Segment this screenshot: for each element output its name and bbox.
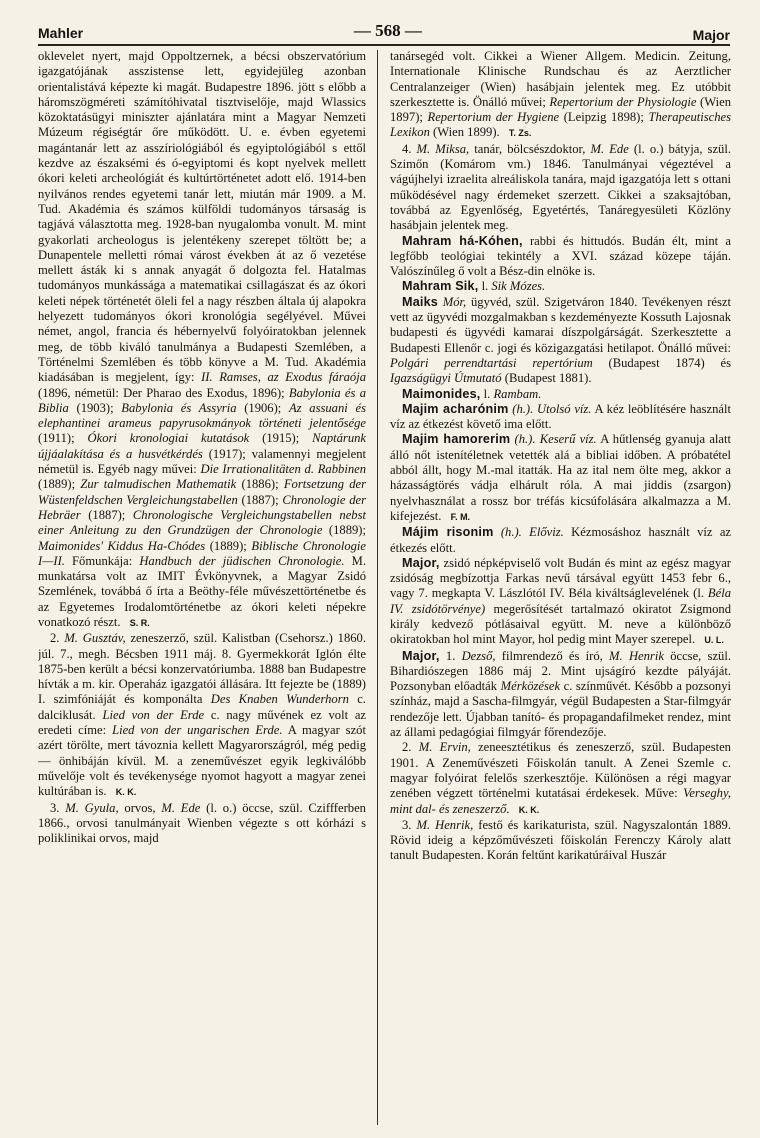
author-signature: K. K. xyxy=(518,804,540,815)
entry-maiks: Maiks Mór, ügyvéd, szül. Szigetváron 1840. Tevékenyen részt vett az ügyvédi mozgalmakban s kezdeményezte Kossuth Lajosnak budapesti és ügyvédi kamarai díszpolgárságát. Szerkesztette a Budapesti Ellenőr c. jogi és közigazgatási hetilapot. Önálló művei: Polgári perrendtartási repertórium (Budapest 1874) és Igazságügyi Útmutató (Budapest 1881). xyxy=(390,294,731,386)
author-signature: K. K. xyxy=(115,787,137,798)
page-number: — 568 — xyxy=(353,21,422,40)
author-signature: F. M. xyxy=(450,511,471,522)
entry-majim-risonim: Májim risonim (h.). Előviz. Kézmosáshoz használt víz az étkezés előtt. xyxy=(390,525,731,555)
entry-mahler-gusztav: 2. M. Gusztáv, zeneszerző, szül. Kalistban (Csehorsz.) 1860. júl. 7., megh. Bécsben 1911 máj. 8. Gyermekkorát Iglón élte 1875-ben került a bécsi konzervatóriumba. 1888 ban Budapestre hívták a m. kir. Operaház igazgatói állására. Itt fejezte be (1889) I. szimfóniáját és komponálta Des Knaben Wunderhorn c. dalciklusát. Lied von der Erde c. nagy művének ez volt az eredeti címe: Lied von der ungarischen Erde. A magyar szót azért törölte, mert távoznia kellett Magyarországról, még pedig — önhibáján kívül. M. a zeneművészet egyik legkiválóbb művelője volt és tevékenysége nyomot hagyott a magyar zenei kultúrában is. K. K. xyxy=(38,631,366,799)
headword: Majim hamorerim xyxy=(402,432,511,447)
entry-mahler-gyula: 3. M. Gyula, orvos, M. Ede (l. o.) öccse, szül. Cziffferben 1866., orvosi tanulmányait Wienben végezte s ott kórházi s poliklinikai orvos, majd xyxy=(38,800,366,846)
author-signature: T. Zs. xyxy=(508,128,532,139)
author-signature: U. L. xyxy=(704,635,724,646)
header-right-guideword: Major xyxy=(692,27,730,43)
entry-major-henrik: 3. M. Henrik, festő és karikaturista, szül. Nagyszalontán 1889. Rövid ideig a képzőművészeti főiskolán Ferenczy Károly alatt tanult Budapesten. Korán feltűnt karikatúráival Huszár xyxy=(390,817,731,863)
headword: Mahram Sik, xyxy=(402,279,479,294)
headword: Major, xyxy=(402,555,440,570)
page-header xyxy=(38,16,730,46)
right-column xyxy=(390,49,731,1129)
entry-major-ervin: 2. M. Ervin, zeneesztétikus és zeneszerző, szül. Budapesten 1901. A Zeneművészeti Főiskolán tanult. A Zenei Szemle c. magyar folyóirat felelős szerkesztője. Különösen a régi magyar zenében végzett történelmi kutatásai érdekesek. Műve: Verseghy, mint dal- és zeneszerző. K. K. xyxy=(390,740,731,816)
left-column xyxy=(38,49,366,1129)
entry-mahram-ha-kohen: Mahram há-Kóhen, rabbi és hittudós. Budán élt, mint a legfőbb teológiai tekintély a XVI. század közepe táján. Valószínűleg ő volt a Bész-din elnöke is. xyxy=(390,233,731,279)
entry-mahram-sik: Mahram Sik, l. Sik Mózes. xyxy=(402,279,546,294)
column-divider xyxy=(377,50,378,1125)
headword: Majim acharónim xyxy=(402,401,509,416)
entry-majim-acharonim: Majim acharónim (h.). Utolsó víz. A kéz leöblítésére használt víz az étkezést követő ima előtt. xyxy=(390,401,731,432)
headword: Májim risonim xyxy=(402,525,494,540)
entry-mahler-gyula-continuation: tanársegéd volt. Cikkei a Wiener Allgem. Medicin. Zeitung, Internationale Klinische Rundschau és az Aerztlicher Centralanzeiger (Wien) hasábjain jelentek meg. Ez utóbbit szerkesztette is. Önálló művei; Repertorium der Physiologie (Wien 1897); Repertorium der Hygiene (Leipzig 1898); Therapeutisches Lexikon (Wien 1899). T. Zs. xyxy=(390,49,731,140)
header-left-guideword: Mahler xyxy=(38,25,84,41)
entry-mahler-continuation: oklevelet nyert, majd Oppoltzernek, a bécsi obszervatórium igazgatójának asszistense lett, egyidejüleg azonban orientalistává képezte ki magát. Budapestre 1896. jött s előbb a háromszögméreti számítóhivatal tisztviselője, majd Wlassics közoktatásügyi miniszter ajánlatára mint a Magyar Nemzeti Múzeum régiségtár őre működött. U. e. évben egyetemi magántanár lett az asszíriológiából és egyiptológiából s ettől kezdve az északsémi és ó-egyiptomi és kopt nyelvek mellett ókori keleti archeológiát és kultúrtörténetet adott elő. 1914-ben nyilvános rendes egyetemi tanár lett, miután már 1909. a M. Tud. Akadémia és számos külföldi tudományos társaság is tagjává választotta meg. 1928-ban nyugalomba vonult. M. mint gyakorlati archeologus is jelentékeny szerepet töltött be; a Dunapentele melletti római várost években át az ő vezetése mellett ásták ki s annak anyagát ő dolgozta fel. Hatalmas tudományos munkássága a matematikai csillagászat és az ókori keleti népek történetét öleli fel a nagy részben általa új alapokra helyezett tudományos ókori kronológia segélyével. Művei német, angol, francia és hébernyelvű folyóiratokban jelennek meg, de több kiváló tanulmánya a Budapesti Szemlében, a Történelmi Szemlében és több könyve a M. Tud. Akadémia kiadásában is megjelent, így: II. Ramses, az Exodus fáraója (1896, németül: Der Pharao des Exodus, 1896); Babylonia és a Biblia (1903); Babylonia és Assyria (1906); Az assuani és elephantinei arameus papyrusokmányok történeti jelentősége (1911); Ókori kronologiai kutatások (1915); Naptárunk újjáalakítása és a husvétkérdés (1917); valamennyi megjelent németül is. Egyéb nagy művei: Die Irrationalitäten d. Rabbinen (1889); Zur talmudischen Mathematik (1886); Fortsetzung der Wüstenfeldschen Vergleichungstabellen (1887); Chronologie der Hebräer (1887); Chronologische Vergleichungstabellen nebst einer Anleitung zu den Grundzügen der Chronologie (1889); Maimonides' Kiddus Ha-Chódes (1889); Biblische Chronologie I—II. Főmunkája: Handbuch der jüdischen Chronologie. M. munkatársa volt az IMIT Évkönyvnek, a Magyar Zsidó Szemlének, továbbá ő írta a Beöthy-féle művészettörténetbe és az Egyetemes Irodalomtörténetbe az ókori keleti népekre vonatkozó részt. S. R. xyxy=(38,49,366,629)
author-signature: S. R. xyxy=(129,617,150,628)
entry-major-dezso: Major, 1. Dezső, filmrendező és író, M. Henrik öccse, szül. Bihardiószegen 1886 máj 2. Mint ujságíró kezdte pályáját. Pozsonyban előadták Mérközések c. színművét. Később a pozsonyi színház, majd a Sascha-filmgyár, végül Budapesten a Star-filmgyár rendezője lett. Újabban tanító- és propagandafilmeket rendez, mint az állami pedagógiai filmgyár főrendezője. xyxy=(390,648,731,740)
entry-mahler-miksa: 4. M. Miksa, tanár, bölcsészdoktor, M. Ede (l. o.) bátyja, szül. Szimőn (Komárom vm.) 1846. Tanulmányai végeztével a vágújhelyi izraelita alreáliskola tanára, majd igazgatója lett s ottani működésével nagy érdemeket szerzett. Cikkei a szaksajtóban, továbbá az Egyenlőség, Egyetértés, Tanáregyesületi Közlöny hasábjain jelentek meg. xyxy=(390,141,731,233)
headword: Maiks xyxy=(402,294,439,309)
headword: Major, xyxy=(402,648,440,663)
headword: Mahram há-Kóhen, xyxy=(402,233,523,248)
entry-major: Major, zsidó népképviselő volt Budán és mint az egész magyar zsidóság megbízottja Farkas nevű társával együtt 1453 febr 6., vagy 7. megkapta V. Lászlótól IV. Béla kiváltságlevelének (l. Béla IV. zsidótörvénye) megerősítését tartalmazó okiratot Zsigmond király kedvező pótlásaival együtt. M. neve a különböző okiratokban hol mint Mayor, hol pedig mint Mayer szerepel. U. L. xyxy=(390,555,731,647)
headword: Maimonides, xyxy=(402,386,481,401)
entry-majim-hamorerim: Majim hamorerim (h.). Keserű víz. A hűtlenség gyanuja alatt álló nőt istenítéletnek vetették alá a bibliai időben. A próbatétel abból állt, hogy M.-mal itatták. Ha az ital nem ölte meg, akkor a házasságtörés vádja elhárult róla. A mai jiddis (zsargon) nyelvhasználat a rossz bor tréfás kicsúfolására alkalmazza a M. kifejezést. F. M. xyxy=(390,432,731,523)
entry-maimonides: Maimonides, l. Rambam. xyxy=(402,386,542,401)
